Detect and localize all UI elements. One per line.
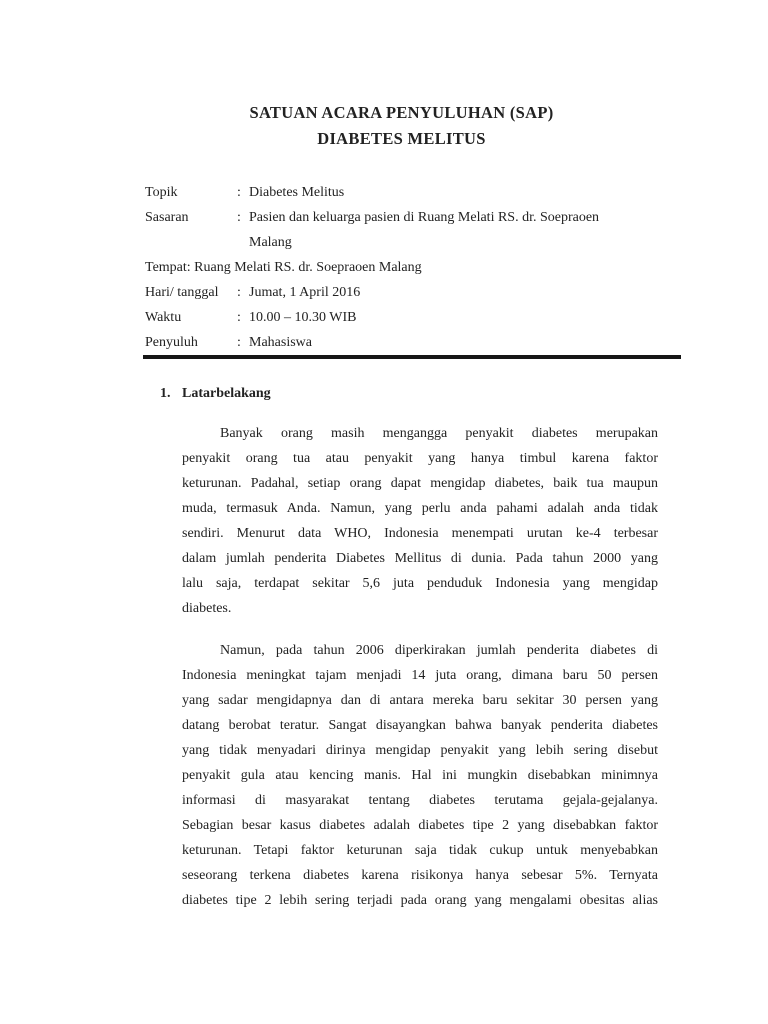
- paragraph-line: yang tidak menyadari dirinya mengidap penyakit yang lebih sering disebut: [182, 743, 658, 758]
- info-row-hari-tanggal: [145, 280, 658, 305]
- info-label: Hari/ tanggal: [145, 285, 219, 300]
- paragraph-line: datang berobat teratur. Sangat disayangkan bahwa banyak penderita diabetes: [182, 718, 658, 733]
- paragraph-line: penyakit gula atau kencing manis. Hal ini mungkin disebabkan minimnya: [182, 768, 658, 783]
- info-value: 10.00 – 10.30 WIB: [249, 310, 357, 325]
- paragraph-2: [182, 638, 658, 913]
- info-table: [145, 180, 658, 355]
- info-label: Penyuluh: [145, 335, 198, 350]
- info-label: Topik: [145, 185, 178, 200]
- info-separator: :: [237, 310, 241, 325]
- section-heading: [160, 381, 658, 406]
- paragraph-line: informasi di masyarakat tentang diabetes terutama gejala-gejalanya.: [182, 793, 658, 808]
- info-row-waktu: [145, 305, 658, 330]
- info-value: Jumat, 1 April 2016: [249, 285, 361, 300]
- paragraph-line: Indonesia meningkat tajam menjadi 14 juta orang, dimana baru 50 persen: [182, 668, 658, 683]
- document-title: [145, 100, 658, 152]
- paragraph-line: lalu saja, terdapat sekitar 5,6 juta penduduk Indonesia yang mengidap: [182, 576, 658, 591]
- divider-rule: [143, 355, 681, 359]
- paragraph-line: muda, termasuk Anda. Namun, yang perlu anda pahami adalah anda tidak: [182, 501, 658, 516]
- section-number: 1.: [160, 386, 171, 401]
- paragraph-line: yang sadar mengidapnya dan di antara mereka baru sekitar 30 persen yang: [182, 693, 658, 708]
- paragraph-1: [182, 421, 658, 621]
- paragraph-line: dalam jumlah penderita Diabetes Mellitus di dunia. Pada tahun 2000 yang: [182, 551, 658, 566]
- info-row-penyuluh: [145, 330, 658, 355]
- paragraph-line: diabetes tipe 2 lebih sering terjadi pada orang yang mengalami obesitas alias: [182, 893, 658, 908]
- paragraph-line: diabetes.: [182, 601, 232, 616]
- info-value-line: Malang: [249, 235, 292, 250]
- info-row-sasaran: [145, 205, 658, 255]
- info-row-tempat: [145, 255, 658, 280]
- info-row-topik: [145, 180, 658, 205]
- paragraph-line: seseorang terkena diabetes karena risikonya hanya sebesar 5%. Ternyata: [182, 868, 658, 883]
- info-separator: :: [237, 335, 241, 350]
- paragraph-line: keturunan. Tetapi faktor keturunan saja tidak cukup untuk menyebabkan: [182, 843, 658, 858]
- info-separator: :: [237, 185, 241, 200]
- paragraph-line: Sebagian besar kasus diabetes adalah diabetes tipe 2 yang disebabkan faktor: [182, 818, 658, 833]
- paragraph-line: sendiri. Menurut data WHO, Indonesia menempati urutan ke-4 terbesar: [182, 526, 658, 541]
- info-label: Sasaran: [145, 210, 189, 225]
- info-value-line: Pasien dan keluarga pasien di Ruang Melati RS. dr. Soepraoen: [249, 210, 600, 225]
- info-label: Waktu: [145, 310, 182, 325]
- title-line-1: SATUAN ACARA PENYULUHAN (SAP): [249, 103, 554, 122]
- info-value: Mahasiswa: [249, 335, 312, 350]
- info-value: [249, 205, 658, 255]
- info-separator: :: [237, 210, 241, 225]
- info-full-line: Tempat: Ruang Melati RS. dr. Soepraoen Malang: [145, 260, 422, 275]
- title-line-2: DIABETES MELITUS: [317, 129, 486, 148]
- paragraph-line: Banyak orang masih mengangga penyakit diabetes merupakan: [220, 426, 658, 441]
- info-value: Diabetes Melitus: [249, 185, 345, 200]
- info-separator: :: [237, 285, 241, 300]
- paragraph-line: penyakit orang tua atau penyakit yang hanya timbul karena faktor: [182, 451, 658, 466]
- section-title: Latarbelakang: [182, 386, 271, 401]
- paragraph-line: keturunan. Padahal, setiap orang dapat mengidap diabetes, baik tua maupun: [182, 476, 658, 491]
- paragraph-line: Namun, pada tahun 2006 diperkirakan jumlah penderita diabetes di: [220, 643, 658, 658]
